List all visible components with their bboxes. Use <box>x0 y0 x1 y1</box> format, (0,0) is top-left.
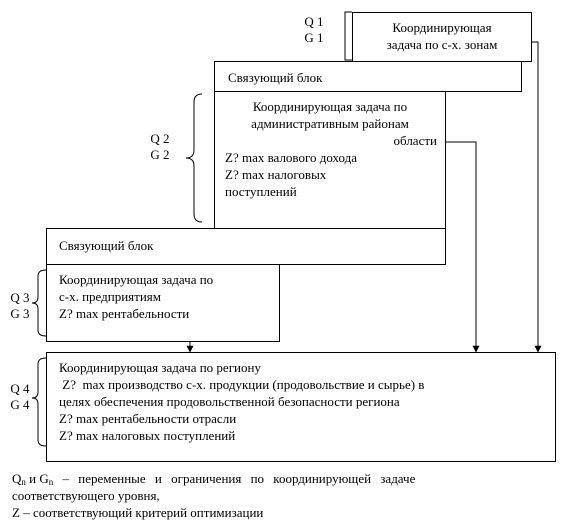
zones-line2: задача по с-х. зонам <box>386 37 498 52</box>
brace-level-2 <box>186 94 202 222</box>
districts-line2: административным районам <box>251 116 409 131</box>
brace-level-1 <box>345 12 352 60</box>
footnote-line3: Z – соответствующий критерий оптимизации <box>12 505 264 520</box>
enterprises-line1: Координирующая задача по <box>59 272 214 287</box>
enterprises-line2: с-х. предприятиям <box>59 289 162 304</box>
footnote-line2: соответствующего уровня, <box>12 488 160 503</box>
region-criterion1-cont: целях обеспечения продовольственной безопасности региона <box>59 394 400 409</box>
districts-criterion1: Z? max валового дохода <box>225 150 358 165</box>
enterprises-criterion: Z? max рентабельности <box>59 306 190 321</box>
arrow-zones-to-region <box>520 42 538 352</box>
level-1-q: Q 1 <box>304 14 324 29</box>
districts-line3: области <box>393 133 437 148</box>
level-4-label <box>2 381 38 413</box>
level-2-g: G 2 <box>150 147 170 162</box>
region-criterion3: Z? max налоговых поступлений <box>59 428 236 443</box>
level-4-q: Q 4 <box>10 381 30 396</box>
region-line1: Координирующая задача по региону <box>59 360 261 375</box>
districts-criterion2-cont: поступлений <box>225 184 297 199</box>
region-criterion1: Z? max производство с-х. продукции (продовольствие и сырье) в <box>59 377 425 392</box>
level-3-label <box>2 290 38 322</box>
level-2-label <box>140 131 180 163</box>
zones-line1: Координирующая <box>392 20 492 35</box>
box-zones-task <box>352 12 532 62</box>
box-link-block-middle <box>46 228 446 265</box>
footnote-line1: $Q_n$ и $G_n$ – переменные и ограничения по координирующей задаче <box>12 471 416 487</box>
box-districts-task <box>214 91 446 229</box>
districts-criterion2: Z? max налоговых <box>225 167 327 182</box>
level-1-g: G 1 <box>304 30 324 45</box>
box-link-block-top <box>214 61 522 92</box>
level-3-g: G 3 <box>10 306 30 321</box>
arrow-districts-to-region <box>446 142 476 352</box>
level-3-q: Q 3 <box>10 290 30 305</box>
level-2-q: Q 2 <box>150 131 170 146</box>
footnote <box>12 470 542 521</box>
level-4-g: G 4 <box>10 397 30 412</box>
box-enterprises-task <box>46 264 280 342</box>
link-mid-label: Связующий блок <box>59 238 154 253</box>
region-criterion2: Z? max рентабельности отрасли <box>59 411 237 426</box>
box-region-task <box>46 352 556 462</box>
districts-line1: Координирующая задача по <box>252 99 408 114</box>
level-1-label <box>296 14 332 46</box>
link-top-label: Связующий блок <box>228 70 323 85</box>
